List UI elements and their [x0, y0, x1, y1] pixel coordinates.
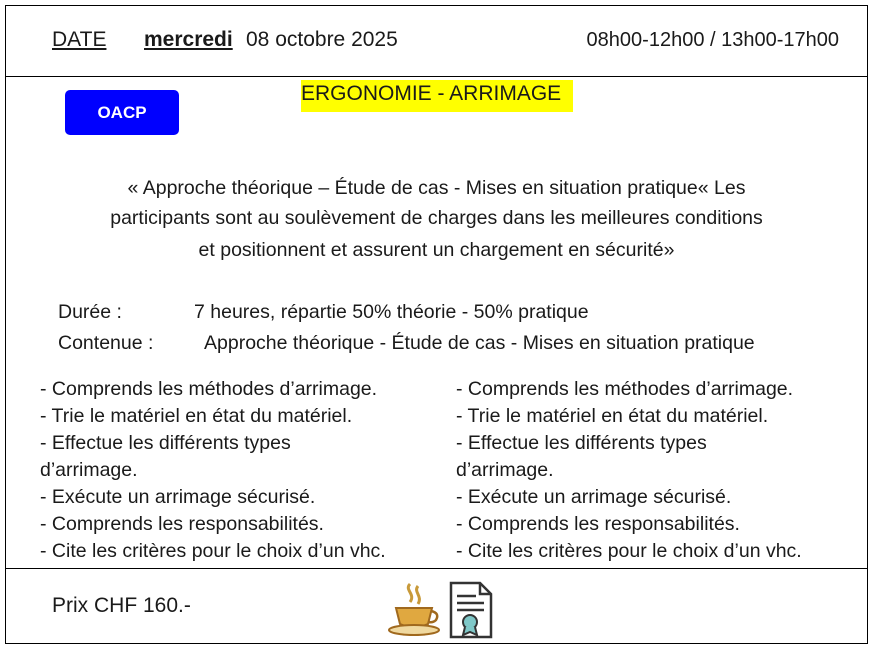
- objective-item: - Comprends les méthodes d’arrimage.: [456, 378, 794, 400]
- objectives-left: [40, 376, 386, 565]
- date-label: DATE: [52, 28, 107, 51]
- course-title: ERGONOMIE - ARRIMAGE: [301, 82, 562, 105]
- duration-label: Durée :: [58, 301, 122, 323]
- oacp-badge: OACP: [65, 90, 179, 135]
- objective-item: - Trie le matériel en état du matériel.: [456, 405, 769, 427]
- objective-item: d’arrimage.: [456, 459, 554, 481]
- objective-item: - Comprends les méthodes d’arrimage.: [40, 378, 378, 400]
- hours: 08h00-12h00 / 13h00-17h00: [586, 29, 839, 51]
- weekday: mercredi: [144, 28, 233, 51]
- footer-divider: [5, 568, 868, 569]
- duration-value: 7 heures, répartie 50% théorie - 50% pratique: [194, 301, 589, 323]
- coffee-cup-icon: [386, 580, 442, 638]
- description-line: participants sont au soulèvement de charges dans les meilleures conditions: [110, 207, 763, 229]
- description-line: « Approche théorique – Étude de cas - Mises en situation pratique« Les: [127, 177, 746, 199]
- objective-item: - Comprends les responsabilités.: [40, 513, 324, 535]
- objective-item: - Exécute un arrimage sécurisé.: [456, 486, 732, 508]
- objective-item: - Trie le matériel en état du matériel.: [40, 405, 353, 427]
- objective-item: - Cite les critères pour le choix d’un vhc.: [456, 540, 802, 562]
- certificate-icon: [448, 580, 494, 640]
- objective-item: - Exécute un arrimage sécurisé.: [40, 486, 316, 508]
- description-line: et positionnent et assurent un chargement en sécurité»: [198, 239, 675, 261]
- objective-item: - Comprends les responsabilités.: [456, 513, 740, 535]
- objective-item: - Effectue les différents types: [40, 432, 291, 454]
- objectives-right: [456, 376, 802, 565]
- price: Prix CHF 160.-: [52, 594, 191, 617]
- objective-item: - Cite les critères pour le choix d’un vhc.: [40, 540, 386, 562]
- content-label: Contenue :: [58, 332, 154, 354]
- content-value: Approche théorique - Étude de cas - Mises en situation pratique: [204, 332, 755, 354]
- date-value: 08 octobre 2025: [246, 28, 398, 51]
- header-divider: [5, 76, 868, 77]
- objective-item: d’arrimage.: [40, 459, 138, 481]
- objective-item: - Effectue les différents types: [456, 432, 707, 454]
